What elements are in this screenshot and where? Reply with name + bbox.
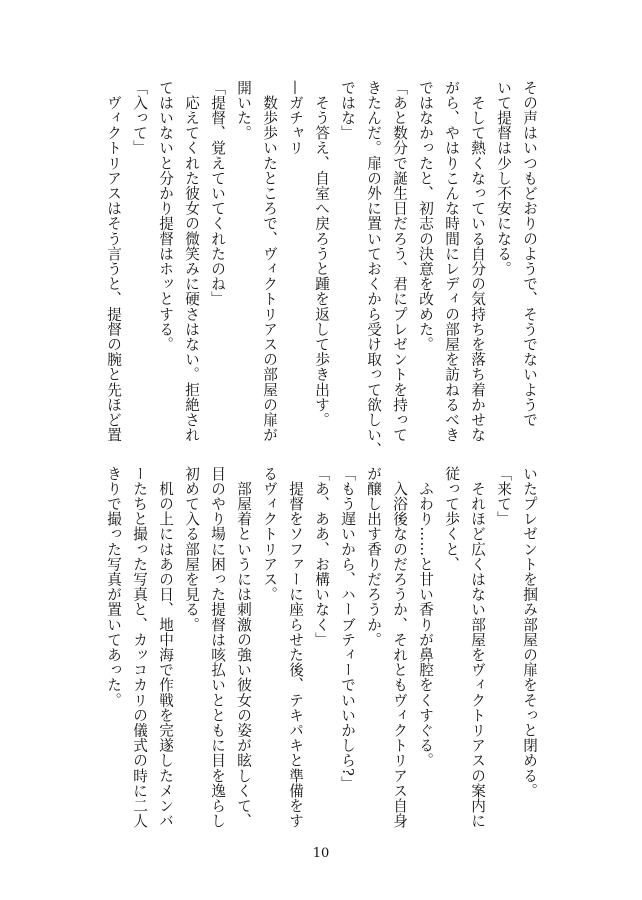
text-line: その声はいつもどおりのようで、そうでないようで [521, 80, 538, 428]
text-line: 部屋着というには刺激の強い彼女の姿が眩しくて、 [235, 466, 252, 829]
text-line: 目のやり場に困った提督は咳払いとともに目を逸らし [209, 466, 226, 829]
text-line: 「もう遅いから、ハーブティーでいいかしら?」 [339, 466, 356, 792]
text-line: が醸し出す香りだろうか。 [365, 466, 382, 648]
text-line: そして熱くなっている自分の気持ちを落ち着かせな [469, 80, 486, 443]
text-line: いたプレゼントを掴み部屋の扉をそっと閉める。 [521, 466, 538, 799]
text-line: がら、やはりこんな時間にレディの部屋を訪ねるべき [443, 80, 460, 443]
text-line: ヴィクトリアスはそう言うと、提督の腕と先ほど置 [105, 80, 122, 443]
text-line: 机の上にはあの日、地中海で作戦を完遂したメンバ [157, 466, 174, 829]
text-line: そう答え、自室へ戻ろうと踵を返して歩き出す。 [313, 80, 330, 428]
text-line: 応えてくれた彼女の微笑みに硬さはない。拒絶され [183, 80, 200, 443]
text-line: きりで撮った写真が置いてあった。 [105, 466, 122, 708]
text-line: きたんだ。扉の外に置いておくから受け取って欲しい、 [365, 80, 382, 458]
text-line: いて提督は少し不安になる。 [495, 80, 512, 277]
page-number: 10 [312, 846, 330, 861]
text-line: 数歩歩いたところで、ヴィクトリアスの部屋の扉が [261, 80, 278, 443]
text-line: 開いた。 [235, 80, 252, 141]
text-line: 「あ、ああ、お構いなく」 [313, 466, 330, 648]
text-line: 「来て」 [495, 466, 512, 527]
upper-text-block [105, 80, 542, 458]
text-line: ーたちと撮った写真と、カッコカリの儀式の時に二人 [131, 466, 148, 829]
text-line: 提督をソファーに座らせた後、テキパキと準備をす [287, 466, 304, 829]
text-line: ではなかったと、初志の決意を改めた。 [417, 80, 434, 352]
text-line: ふわり……と甘い香りが鼻腔をくすぐる。 [417, 466, 434, 768]
text-line: それほど広くはない部屋をヴィクトリアスの案内に [469, 466, 486, 829]
text-line: ではな」 [339, 80, 356, 141]
text-line: —ガチャリ [287, 80, 304, 156]
text-line: 初めて入る部屋を見る。 [183, 466, 200, 633]
text-line: 「入って」 [131, 80, 148, 156]
text-line: てはいないと分かり提督はホッとする。 [157, 80, 174, 352]
text-line: るヴィクトリアス。 [261, 466, 278, 602]
text-line: 入浴後なのだろうか、それともヴィクトリアス自身 [391, 466, 408, 829]
text-line: 従って歩くと、 [443, 466, 460, 572]
text-line: 「あと数分で誕生日だろう、君にプレゼントを持って [391, 80, 408, 443]
text-line: 「提督、覚えていてくれたのね」 [209, 80, 226, 307]
lower-text-block [105, 466, 542, 838]
